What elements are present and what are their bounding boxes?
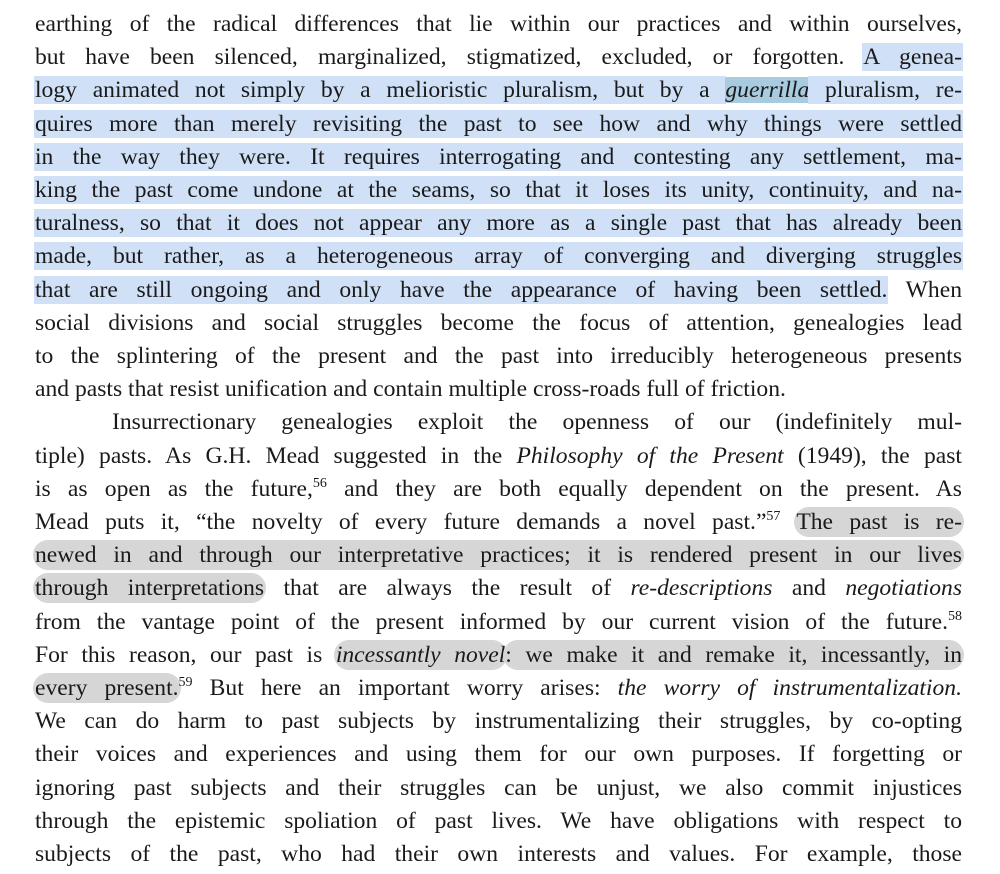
text-run: and bbox=[772, 575, 846, 602]
text-line bbox=[35, 440, 962, 473]
highlighted-text: king the past come undone at the seams, so that it loses its unity, continuity, and na- bbox=[35, 177, 962, 203]
text-line bbox=[35, 473, 962, 506]
text-line bbox=[35, 240, 962, 273]
text-run: their voices and experiences and using them for our own purposes. If forgetting or bbox=[35, 741, 962, 768]
text-run: but have been silenced, marginalized, stigmatized, excluded, or forgotten. bbox=[35, 44, 864, 71]
highlighted-text: logy animated not simply by a melioristic pluralism, but by a bbox=[35, 77, 726, 104]
marker-highlight: every present. bbox=[35, 675, 179, 701]
text-line bbox=[35, 539, 962, 572]
text-run: But here an important worry arises: bbox=[192, 675, 618, 701]
text-run: social divisions and social struggles become the focus of attention, genealogies lead bbox=[35, 309, 962, 336]
text-line bbox=[35, 572, 962, 605]
text-line bbox=[35, 705, 962, 738]
highlighted-text: that are still ongoing and only have the appearance of having been settled. bbox=[35, 276, 888, 303]
text-line bbox=[35, 207, 962, 240]
text-line bbox=[35, 141, 962, 174]
text-line bbox=[35, 373, 962, 406]
marker-highlight: : we make it and remake it, incessantly, in bbox=[505, 641, 962, 668]
text-run: Insurrectionary genealogies exploit the openness of our (indefinitely mul- bbox=[112, 409, 962, 436]
text-run: through the epistemic spoliation of past lives. We have obligations with respect to bbox=[35, 807, 962, 834]
highlighted-text: in the way they were. It requires interrogating and contesting any settlement, ma- bbox=[35, 143, 962, 170]
text-line bbox=[35, 606, 962, 639]
text-run: Mead puts it, “the novelty of every future demands a novel past.” bbox=[35, 509, 767, 535]
marker-highlight: incessantly novel bbox=[335, 641, 506, 668]
text-run: to the splintering of the present and the past into irreducibly heterogeneous presents bbox=[35, 343, 962, 369]
text-line bbox=[35, 108, 962, 141]
italic-text: Philosophy of the Present bbox=[516, 442, 784, 469]
text-line bbox=[35, 639, 962, 672]
footnote-marker: 58 bbox=[948, 608, 962, 624]
text-line bbox=[35, 307, 962, 340]
text-line bbox=[35, 340, 962, 373]
text-line bbox=[35, 672, 962, 705]
highlighted-text: pluralism, re- bbox=[809, 77, 962, 104]
text-run: and pasts that resist unification and contain multiple cross-roads full of friction. bbox=[35, 376, 786, 403]
text-run: ignoring past subjects and their struggles can be unjust, we also commit injustices bbox=[35, 774, 962, 801]
text-line bbox=[35, 506, 962, 539]
italic-text: negotiations bbox=[845, 575, 962, 602]
text-line bbox=[35, 74, 962, 107]
text-line bbox=[35, 738, 962, 771]
text-line bbox=[35, 772, 962, 805]
text-run: and they are both equally dependent on the present. As bbox=[326, 475, 962, 502]
text-line bbox=[35, 838, 962, 871]
text-run: We can do harm to past subjects by instrumentalizing their struggles, by co-opting bbox=[35, 708, 962, 735]
marker-highlight: The past is re- bbox=[796, 509, 962, 535]
text-run: that are always the result of bbox=[264, 575, 631, 602]
text-run: tiple) pasts. As G.H. Mead suggested in the bbox=[35, 442, 517, 469]
text-line bbox=[35, 41, 962, 74]
text-run bbox=[780, 509, 796, 535]
text-line bbox=[35, 406, 962, 439]
highlight-emphasis: guerrilla bbox=[725, 77, 810, 104]
text-run: When bbox=[887, 276, 962, 303]
highlighted-text: turalness, so that it does not appear any more as a single past that has already been bbox=[35, 210, 962, 237]
footnote-marker: 56 bbox=[312, 475, 327, 491]
text-line bbox=[35, 8, 962, 41]
text-run: For this reason, our past is bbox=[35, 641, 336, 668]
text-run: from the vantage point of the present informed by our current vision of the future. bbox=[35, 608, 948, 635]
italic-text: the worry of instrumentalization. bbox=[617, 675, 962, 701]
text-run: subjects of the past, who had their own interests and values. For example, those bbox=[35, 841, 962, 867]
marker-highlight: newed in and through our interpretative practices; it is rendered present in our lives bbox=[35, 542, 962, 569]
text-run: (1949), the past bbox=[783, 442, 962, 469]
highlighted-text: made, but rather, as a heterogeneous array of converging and diverging struggles bbox=[35, 243, 962, 270]
highlighted-text: A genea- bbox=[863, 44, 962, 71]
text-line bbox=[35, 274, 962, 307]
text-line bbox=[35, 805, 962, 838]
footnote-marker: 57 bbox=[766, 509, 781, 524]
italic-text: re-descriptions bbox=[630, 575, 773, 602]
text-run: earthing of the radical differences that lie within our practices and within ourselves, bbox=[35, 11, 962, 37]
marker-highlight: through interpretations bbox=[35, 575, 265, 602]
highlighted-text: quires more than merely revisiting the past to see how and why things were settled bbox=[35, 110, 962, 137]
text-run: is as open as the future, bbox=[35, 475, 313, 502]
footnote-marker: 59 bbox=[178, 675, 193, 690]
text-line bbox=[35, 174, 962, 207]
